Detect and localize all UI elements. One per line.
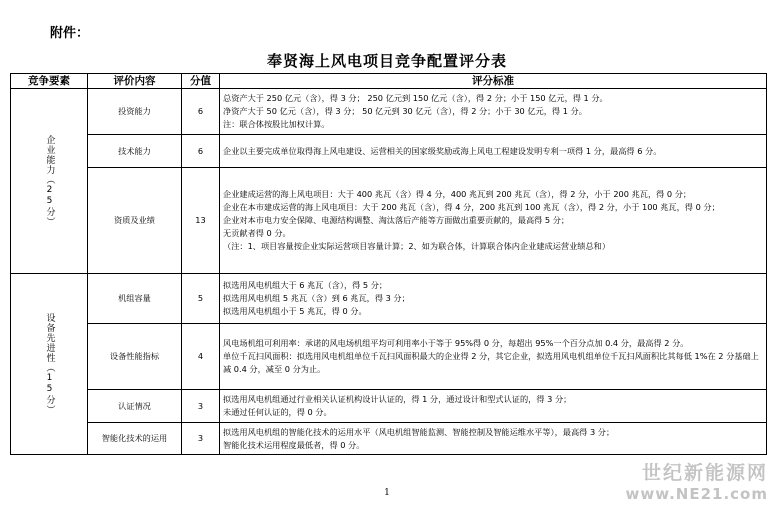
- criteria-line: （注：1、项目容量按企业实际运营项目容量计算；2、如为联合体，计算联合体内企业建成运营业绩总和）: [223, 241, 611, 251]
- criteria-cell: [220, 423, 767, 455]
- content-cell: 设备性能指标: [88, 324, 182, 390]
- scoring-table: [10, 73, 767, 455]
- score-cell: 3: [182, 423, 220, 455]
- table-row: [11, 274, 767, 324]
- header-criteria: 评分标准: [220, 74, 767, 89]
- criteria-line: 企业在本市建成运营的海上风电项目：大于 200 兆瓦（含），得 4 分，200 兆瓦到 100 兆瓦（含），得 2 分，小于 100 兆瓦，得 0 分；: [223, 202, 720, 212]
- group-label: 企业能力（25分）: [44, 135, 55, 227]
- criteria-cell: [220, 135, 767, 168]
- criteria-line: 净资产大于 50 亿元（含），得 3 分； 50 亿元到 30 亿元（含），得 2 分；小于 30 亿元，得 1 分。: [223, 106, 587, 116]
- group-cell: [11, 89, 88, 274]
- score-cell: 6: [182, 135, 220, 168]
- criteria-line: 智能化技术运用程度最低者，得 0 分。: [223, 439, 365, 450]
- content-cell: 认证情况: [88, 390, 182, 423]
- watermark-text: 世纪新能源网: [641, 462, 768, 484]
- group-label: 设备先进性（15分）: [44, 313, 55, 415]
- score-cell: 3: [182, 390, 220, 423]
- content-cell: 智能化技术的运用: [88, 423, 182, 455]
- document-title: 奉贤海上风电项目竞争配置评分表: [266, 52, 507, 70]
- criteria-cell: [220, 168, 767, 274]
- table-row: [11, 89, 767, 135]
- content-cell: 资质及业绩: [88, 168, 182, 274]
- criteria-line: 拟选用风电机组 5 兆瓦（含）到 6 兆瓦，得 3 分；: [223, 293, 410, 303]
- criteria-cell: [220, 89, 767, 135]
- header-element: 竞争要素: [11, 74, 88, 89]
- criteria-line: 拟选用风电机组小于 5 兆瓦，得 0 分。: [223, 306, 367, 316]
- criteria-line: 拟选用风电机组的智能化技术的运用水平（风电机组智能监测、智能控制及智能运维水平等），最高得 3 分；: [223, 426, 615, 437]
- criteria-line: 拟选用风电机组大于 6 兆瓦（含），得 5 分；: [223, 280, 388, 290]
- criteria-line: 无贡献者得 0 分。: [223, 228, 291, 238]
- content-cell: 技术能力: [88, 135, 182, 168]
- score-cell: 13: [182, 168, 220, 274]
- criteria-line: 企业建成运营的海上风电项目：大于 400 兆瓦（含）得 4 分，400 兆瓦到 200 兆瓦（含），得 2 分，小于 200 兆瓦，得 0 分；: [223, 189, 692, 199]
- table-row: [11, 423, 767, 455]
- header-score: 分值: [182, 74, 220, 89]
- content-cell: 投资能力: [88, 89, 182, 135]
- criteria-line: 企业对本市电力安全保障、电源结构调整、淘汰落后产能等方面做出重要贡献的，最高得 5 分；: [223, 215, 570, 225]
- score-cell: 5: [182, 274, 220, 324]
- watermark: [625, 458, 768, 503]
- criteria-line: 单位千瓦扫风面积：拟选用风电机组单位千瓦扫风面积最大的企业得 2 分，其它企业，拟选用风电机组单位千瓦扫风面积比其每低 1%在 2 分基础上减 0.4 分，减至 0 分为止。: [223, 351, 759, 374]
- content-cell: 机组容量: [88, 274, 182, 324]
- criteria-line: 企业以主要完成单位取得海上风电建设、运营相关的国家级奖励或海上风电工程建设发明专利一项得 1 分，最高得 6 分。: [223, 145, 662, 156]
- page-number: 1: [384, 488, 390, 498]
- criteria-line: 注：联合体按股比加权计算。: [223, 119, 330, 129]
- criteria-line: 总资产大于 250 亿元（含），得 3 分； 250 亿元到 150 亿元（含），得 2 分；小于 150 亿元，得 1 分。: [223, 93, 608, 103]
- criteria-cell: [220, 274, 767, 324]
- attachment-label: 附件：: [50, 26, 90, 41]
- score-cell: 4: [182, 324, 220, 390]
- criteria-line: 未通过任何认证的，得 0 分。: [223, 407, 332, 417]
- table-row: [11, 390, 767, 423]
- criteria-cell: [220, 324, 767, 390]
- table-row: [11, 135, 767, 168]
- watermark-url: www.NE21.com: [625, 485, 768, 503]
- criteria-line: 拟选用风电机组通过行业相关认证机构设计认证的，得 1 分，通过设计和型式认证的，得 3 分；: [223, 394, 572, 404]
- criteria-cell: [220, 390, 767, 423]
- group-cell: [11, 274, 88, 455]
- table-header-row: [11, 74, 767, 89]
- table-row: [11, 324, 767, 390]
- criteria-line: 风电场机组可利用率：承诺的风电场机组平均可利用率小于等于 95%得 0 分，每超出 95%一个百分点加 0.4 分，最高得 2 分。: [223, 338, 689, 348]
- header-content: 评价内容: [88, 74, 182, 89]
- table-row: [11, 168, 767, 274]
- score-cell: 6: [182, 89, 220, 135]
